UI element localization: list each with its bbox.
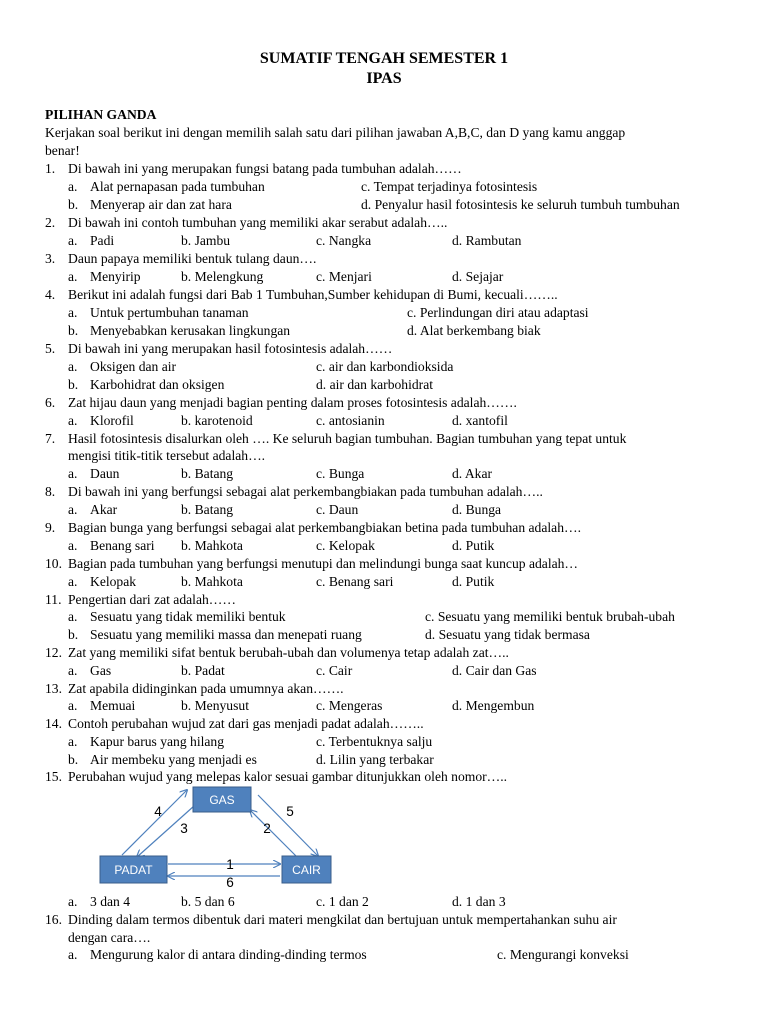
option-d: d. Lilin yang terbakar (316, 752, 434, 767)
option-a: Daun (90, 466, 120, 481)
option-letter: a. (68, 734, 78, 749)
option-letter: a. (68, 574, 78, 589)
question-number: 14. (45, 716, 62, 731)
option-d: d. xantofil (452, 413, 508, 428)
question-text: Di bawah ini yang merupakan hasil fotosintesis adalah…… (68, 341, 393, 356)
option-c: c. Terbentuknya salju (316, 734, 433, 749)
option-a: 3 dan 4 (90, 894, 131, 909)
option-b: b. Padat (181, 663, 225, 678)
option-a: Klorofil (90, 413, 134, 428)
arrow-number-2: 2 (263, 821, 271, 836)
option-letter: b. (68, 752, 79, 767)
option-b: Sesuatu yang memiliki massa dan menepati ruang (90, 627, 362, 642)
option-letter: a. (68, 698, 78, 713)
option-d: d. Rambutan (452, 233, 522, 248)
option-d: d. Putik (452, 574, 495, 589)
option-letter: a. (68, 413, 78, 428)
option-c: c. Perlindungan diri atau adaptasi (407, 305, 589, 320)
option-a: Benang sari (90, 538, 155, 553)
option-a: Mengurung kalor di antara dinding-dinding termos (90, 947, 367, 962)
option-a: Sesuatu yang tidak memiliki bentuk (90, 609, 286, 624)
page-subtitle: IPAS (366, 70, 402, 87)
question-text: Zat hijau daun yang menjadi bagian penting dalam proses fotosintesis adalah……. (68, 395, 517, 410)
option-letter: a. (68, 538, 78, 553)
option-letter: a. (68, 894, 78, 909)
option-a: Akar (90, 502, 118, 517)
option-a: Memuai (90, 698, 136, 713)
option-b: b. Mahkota (181, 574, 243, 589)
arrow-number-6: 6 (226, 875, 234, 890)
option-d: d. Sesuatu yang tidak bermasa (425, 627, 590, 642)
option-b: b. Batang (181, 466, 234, 481)
option-d: d. 1 dan 3 (452, 894, 506, 909)
arrow-number-3: 3 (180, 821, 188, 836)
option-b: Air membeku yang menjadi es (90, 752, 257, 767)
question-text: Bagian bunga yang berfungsi sebagai alat perkembangbiakan betina pada tumbuhan adalah…. (68, 520, 581, 535)
question-number: 3. (45, 251, 56, 266)
question-number: 11. (45, 592, 62, 607)
question-text: Daun papaya memiliki bentuk tulang daun…. (68, 251, 317, 266)
option-d: d. Alat berkembang biak (407, 323, 541, 338)
question-text: Di bawah ini contoh tumbuhan yang memiliki akar serabut adalah….. (68, 215, 448, 230)
option-a: Untuk pertumbuhan tanaman (90, 305, 249, 320)
question-number: 12. (45, 645, 62, 660)
question-text: Di bawah ini yang berfungsi sebagai alat perkembangbiakan pada tumbuhan adalah….. (68, 484, 543, 499)
arrow-4 (122, 790, 187, 855)
option-a: Alat pernapasan pada tumbuhan (90, 179, 265, 194)
option-letter: b. (68, 197, 79, 212)
option-letter: a. (68, 663, 78, 678)
option-letter: a. (68, 359, 78, 374)
instruction-text-cont: benar! (45, 143, 80, 158)
option-b: b. Batang (181, 502, 234, 517)
question-number: 16. (45, 912, 62, 927)
option-b: b. Mahkota (181, 538, 243, 553)
option-c: c. Cair (316, 663, 353, 678)
option-d: d. Akar (452, 466, 493, 481)
question-number: 4. (45, 287, 56, 302)
question-number: 13. (45, 681, 62, 696)
option-c: c. Kelopak (316, 538, 375, 553)
option-d: d. Putik (452, 538, 495, 553)
question-text: Zat yang memiliki sifat bentuk berubah-ubah dan volumenya tetap adalah zat….. (68, 645, 509, 660)
option-a: Oksigen dan air (90, 359, 177, 374)
option-c: c. Menjari (316, 269, 372, 284)
question-number: 9. (45, 520, 56, 535)
option-d: d. Mengembun (452, 698, 535, 713)
option-a: Kelopak (90, 574, 137, 589)
option-a: Gas (90, 663, 112, 678)
option-d: d. Cair dan Gas (452, 663, 537, 678)
option-d: d. Sejajar (452, 269, 504, 284)
question-text: Berikut ini adalah fungsi dari Bab 1 Tumbuhan,Sumber kehidupan di Bumi, kecuali…….. (68, 287, 558, 302)
question-text: Contoh perubahan wujud zat dari gas menjadi padat adalah…….. (68, 716, 424, 731)
option-letter: b. (68, 323, 79, 338)
question-text: Dinding dalam termos dibentuk dari materi mengkilat dan bertujuan untuk mempertahankan suhu air (68, 912, 617, 927)
option-letter: a. (68, 269, 78, 284)
option-letter: a. (68, 947, 78, 962)
option-letter: b. (68, 377, 79, 392)
cair-label: CAIR (292, 863, 321, 877)
option-letter: a. (68, 305, 78, 320)
question-text: Hasil fotosintesis disalurkan oleh …. Ke seluruh bagian tumbuhan. Bagian tumbuhan yang tepat untuk (68, 431, 627, 446)
option-letter: a. (68, 179, 78, 194)
padat-label: PADAT (114, 863, 153, 877)
option-b: Menyebabkan kerusakan lingkungan (90, 323, 291, 338)
option-c: c. Nangka (316, 233, 372, 248)
option-c: c. Sesuatu yang memiliki bentuk brubah-ubah (425, 609, 675, 624)
arrow-number-4: 4 (154, 804, 162, 819)
question-number: 15. (45, 769, 62, 784)
option-d: d. Bunga (452, 502, 502, 517)
option-c: c. Daun (316, 502, 359, 517)
option-d: d. air dan karbohidrat (316, 377, 434, 392)
option-b: b. Melengkung (181, 269, 264, 284)
option-letter: a. (68, 502, 78, 517)
option-b: b. 5 dan 6 (181, 894, 235, 909)
option-c: c. antosianin (316, 413, 385, 428)
arrow-number-5: 5 (286, 804, 294, 819)
option-letter: a. (68, 466, 78, 481)
question-number: 6. (45, 395, 56, 410)
option-b: b. Jambu (181, 233, 231, 248)
gas-label: GAS (209, 793, 235, 807)
option-b: Menyerap air dan zat hara (90, 197, 232, 212)
option-b: Karbohidrat dan oksigen (90, 377, 225, 392)
option-c: c. air dan karbondioksida (316, 359, 454, 374)
question-text: Perubahan wujud yang melepas kalor sesuai gambar ditunjukkan oleh nomor….. (68, 769, 508, 784)
option-c: c. 1 dan 2 (316, 894, 369, 909)
option-c: c. Tempat terjadinya fotosintesis (361, 179, 538, 194)
section-heading: PILIHAN GANDA (45, 107, 157, 122)
option-a: Menyirip (90, 269, 141, 284)
arrow-number-1: 1 (226, 857, 234, 872)
option-a: Padi (90, 233, 115, 248)
option-letter: a. (68, 609, 78, 624)
question-number: 7. (45, 431, 56, 446)
question-number: 1. (45, 161, 56, 176)
option-c: c. Bunga (316, 466, 365, 481)
question-text-cont: dengan cara…. (68, 930, 151, 945)
option-d: d. Penyalur hasil fotosintesis ke seluruh tumbuh tumbuhan (361, 197, 680, 212)
instruction-text: Kerjakan soal berikut ini dengan memilih salah satu dari pilihan jawaban A,B,C, dan D yang kamu anggap (45, 125, 626, 140)
question-number: 2. (45, 215, 56, 230)
question-text: Pengertian dari zat adalah…… (68, 592, 236, 607)
question-number: 8. (45, 484, 56, 499)
option-c: c. Benang sari (316, 574, 394, 589)
question-text: Di bawah ini yang merupakan fungsi batang pada tumbuhan adalah…… (68, 161, 462, 176)
option-a: Kapur barus yang hilang (90, 734, 225, 749)
option-b: b. Menyusut (181, 698, 249, 713)
option-c: c. Mengeras (316, 698, 383, 713)
option-c: c. Mengurangi konveksi (497, 947, 629, 962)
option-b: b. karotenoid (181, 413, 253, 428)
question-text-cont: mengisi titik-titik tersebut adalah…. (68, 448, 266, 463)
page-title: SUMATIF TENGAH SEMESTER 1 (259, 50, 509, 67)
option-letter: a. (68, 233, 78, 248)
option-letter: b. (68, 627, 79, 642)
question-text: Zat apabila didinginkan pada umumnya akan……. (68, 681, 344, 696)
question-number: 10. (45, 556, 62, 571)
question-text: Bagian pada tumbuhan yang berfungsi menutupi dan melindungi bunga saat kuncup adalah… (68, 556, 579, 571)
question-number: 5. (45, 341, 56, 356)
